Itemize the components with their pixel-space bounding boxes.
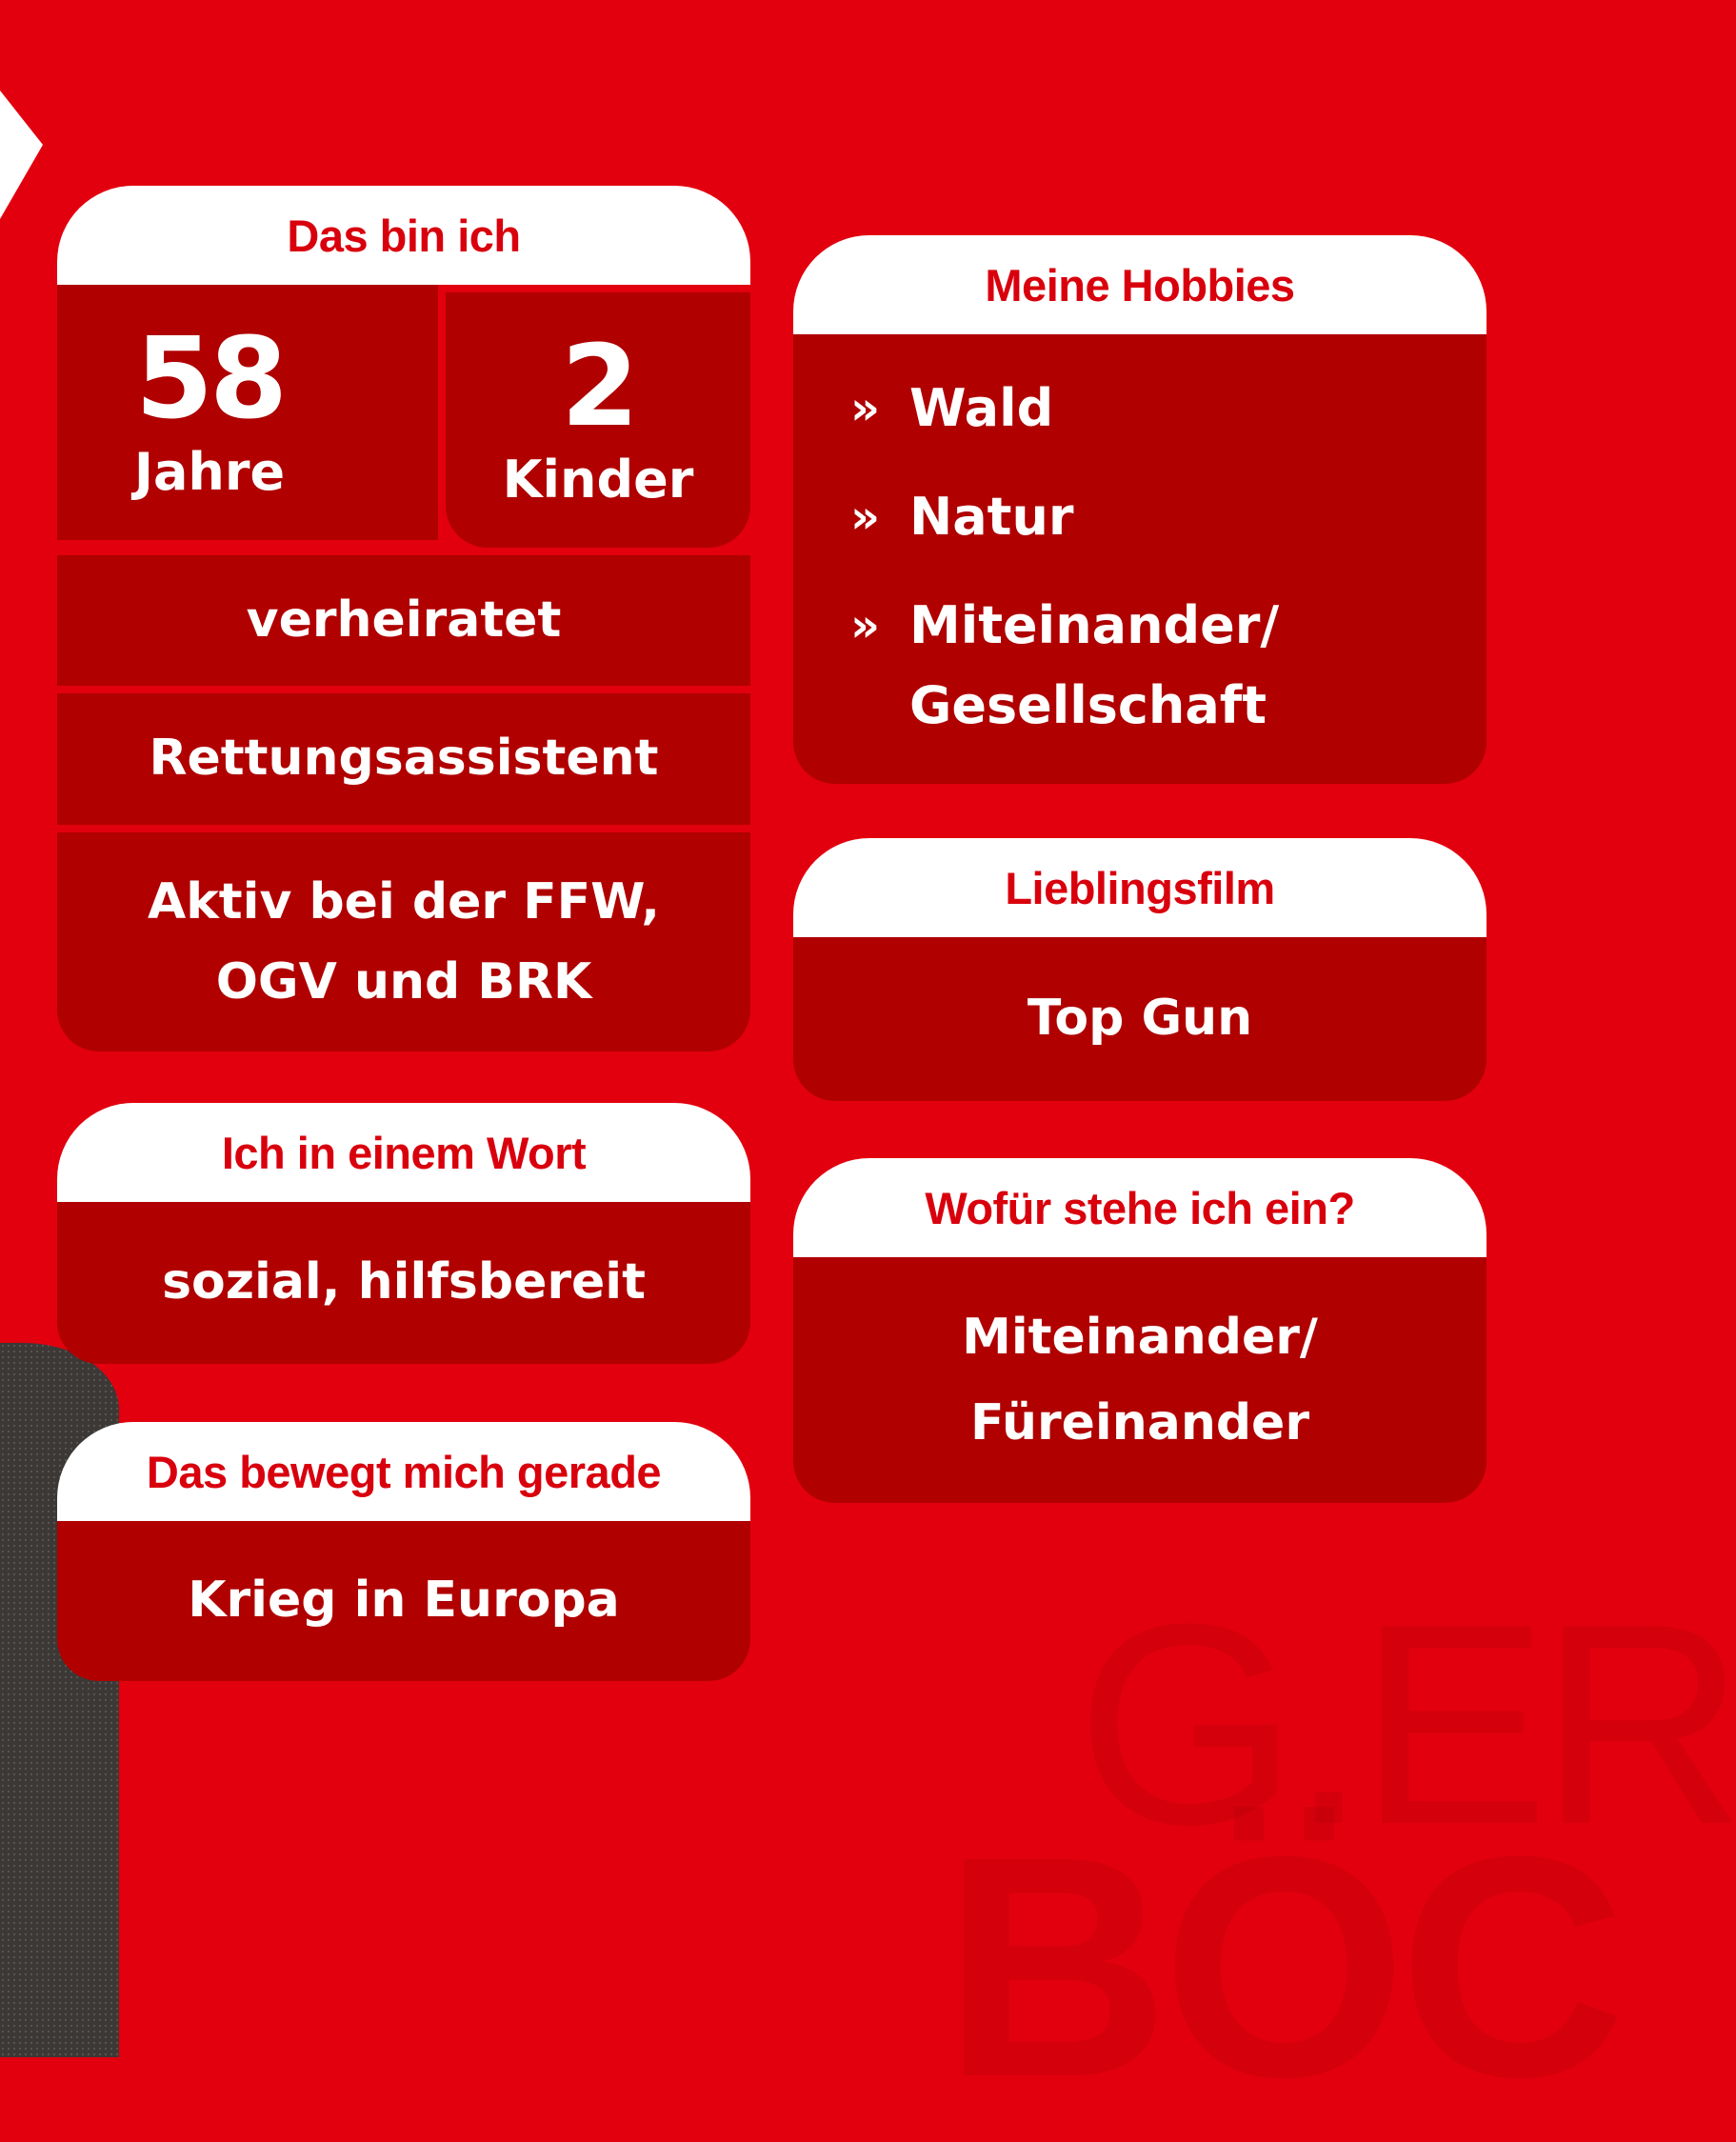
job-title: Rettungsassistent	[57, 693, 750, 825]
profile-card-title: Das bin ich	[57, 186, 750, 285]
background-name-first: G.ER	[1076, 1564, 1736, 1884]
one-word-card-title: Ich in einem Wort	[57, 1103, 750, 1202]
chevron-double-right-icon: »	[850, 490, 881, 544]
hobbies-card	[793, 235, 1487, 784]
chevron-double-right-icon: »	[850, 382, 881, 435]
values-card	[793, 1158, 1487, 1503]
list-item	[850, 586, 1448, 746]
values-card-title: Wofür stehe ich ein?	[793, 1158, 1487, 1257]
age-label: Jahre	[133, 441, 286, 502]
hobby-label: Natur	[909, 487, 1074, 547]
hobby-label: Miteinander/ Gesellschaft	[909, 595, 1280, 735]
moving-card	[57, 1422, 750, 1681]
kids-value: 2	[560, 319, 636, 451]
chevron-double-right-icon: »	[850, 599, 881, 652]
favorite-movie-card-title: Lieblingsfilm	[793, 838, 1487, 937]
corner-arrow-graphic	[0, 76, 57, 219]
hobbies-card-title: Meine Hobbies	[793, 235, 1487, 334]
favorite-movie-text: Top Gun	[793, 937, 1487, 1101]
background-name-last: BÖC	[943, 1791, 1619, 2142]
kids-label: Kinder	[502, 449, 694, 510]
profile-stats-row	[57, 285, 750, 548]
one-word-text: sozial, hilfsbereit	[57, 1202, 750, 1364]
memberships: Aktiv bei der FFW, OGV und BRK	[57, 832, 750, 1051]
one-word-card	[57, 1103, 750, 1364]
moving-card-title: Das bewegt mich gerade	[57, 1422, 750, 1521]
list-item	[850, 477, 1448, 557]
moving-text: Krieg in Europa	[57, 1521, 750, 1681]
hobby-label: Wald	[909, 378, 1054, 438]
hobbies-list	[793, 334, 1487, 784]
age-stat	[57, 285, 438, 540]
favorite-movie-card	[793, 838, 1487, 1101]
values-text: Miteinander/ Füreinander	[793, 1257, 1487, 1503]
kids-stat	[446, 292, 750, 548]
age-value: 58	[134, 311, 285, 444]
list-item	[850, 369, 1448, 449]
marital-status: verheiratet	[57, 555, 750, 686]
profile-card	[57, 186, 750, 1051]
